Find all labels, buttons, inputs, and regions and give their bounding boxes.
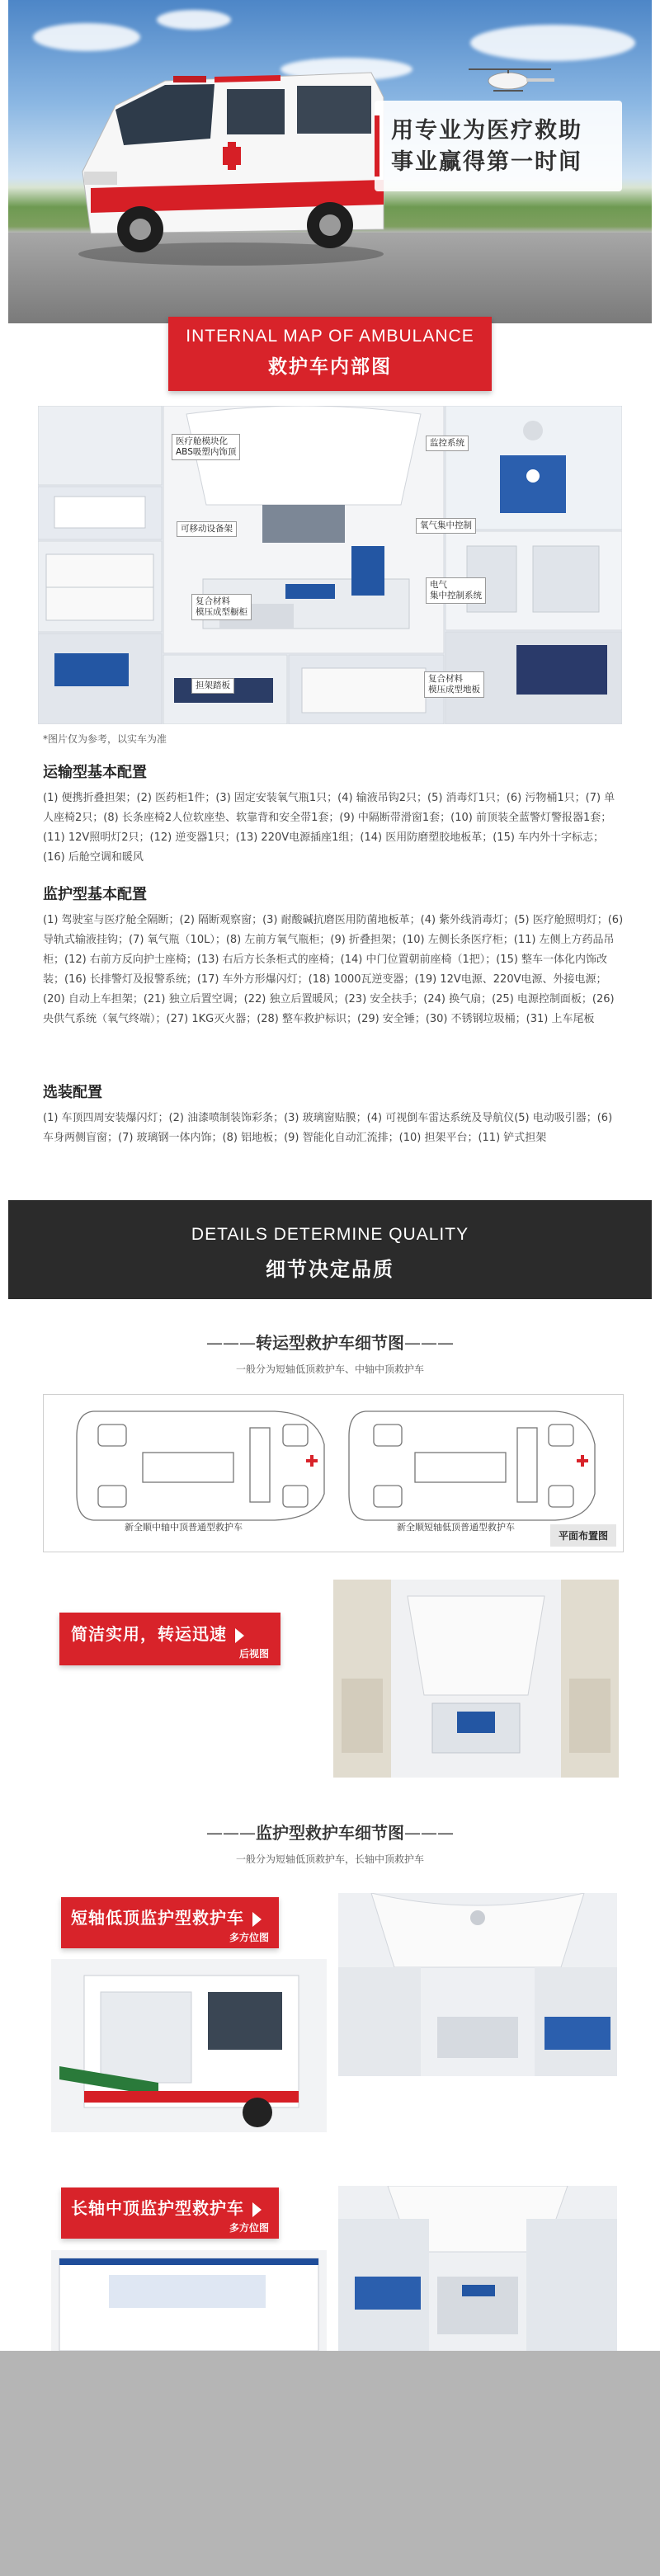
label-line: 监控系统 (430, 438, 464, 448)
short-interior-illustration (338, 1893, 617, 2076)
hero-slogan (375, 101, 622, 191)
arrow-right-icon (252, 2202, 262, 2217)
cloud (157, 10, 231, 30)
interior-section-banner (168, 317, 492, 391)
monitor-tag-long (61, 2187, 279, 2239)
section-title: ———转运型救护车细节图——— (206, 1333, 454, 1353)
section-subtitle: 一般分为短轴低顶救护车、中轴中顶救护车 (235, 1363, 424, 1375)
cloud (33, 23, 140, 51)
quality-section-banner (8, 1200, 652, 1299)
label-line: 医疗舱模块化 (176, 436, 228, 446)
quality-banner-en: DETAILS DETERMINE QUALITY (191, 1225, 469, 1244)
short-ambulance-illustration (51, 1959, 327, 2132)
slogan-line-1: 用专业为医疗救助 (391, 118, 582, 144)
monitor-tag-main (71, 2195, 269, 2219)
config-text: (1) 便携折叠担架；(2) 医药柜1件；(3) 固定安装氧气瓶1只；(4) 输液吊钩2只；(5) 消毒灯1只；(6) 污物桶1只；(7) 单人座椅2只；(8) 长条座椅2人位软座垫、软靠背和安全带1套；(9) 中隔断带滑窗1套；(10) 前顶装全蓝警灯警报器1套；(11) 12V照明灯2只；(12) 逆变器1只；(13) 220V电源插座1组；(14) 医用防磨塑胶地板革；(15) 车内外十字标志；(16) 后舱空调和暖风 (43, 792, 615, 864)
section-title-text: 监护型救护车细节图 (256, 1823, 404, 1843)
rear-view-illustration (333, 1580, 619, 1778)
config-title: 选装配置 (43, 1084, 102, 1101)
quality-banner-zh: 细节决定品质 (266, 1258, 394, 1281)
feature-tag-sub: 后视图 (238, 1648, 269, 1660)
plan-caption-left: 新全顺中轴中顶普通型救护车 (125, 1522, 243, 1533)
monitor-section-heading (0, 1820, 660, 1866)
long-ambulance-photo (51, 2250, 327, 2351)
feature-tag-main (71, 1621, 269, 1645)
slogan-accent-bar (375, 115, 380, 177)
label-line: 模压成型地板 (428, 685, 480, 695)
interior-banner-en: INTERNAL MAP OF AMBULANCE (186, 327, 474, 346)
short-interior-photo (338, 1893, 617, 2076)
label-line: 氧气集中控制 (420, 520, 472, 530)
section-title: ———监护型救护车细节图——— (206, 1823, 454, 1843)
interior-map (38, 406, 622, 724)
feature-tag-text: 简洁实用，转运迅速 (71, 1624, 227, 1644)
long-interior-photo (338, 2186, 617, 2351)
arrow-right-icon (252, 1912, 262, 1927)
config-monitor (43, 883, 625, 1029)
interior-map-illustration (38, 406, 622, 724)
interior-banner-zh: 救护车内部图 (268, 356, 392, 378)
slogan-line-2: 事业赢得第一时间 (391, 149, 582, 175)
label-stretcher-pedal (191, 678, 234, 694)
helicopter-icon (460, 64, 559, 97)
config-text: (1) 车顶四周安装爆闪灯；(2) 油漆喷制装饰彩条；(3) 玻璃窗贴膜；(4) 可视倒车雷达系统及导航仪(5) 电动吸引器；(6) 车身两侧盲窗；(7) 玻璃钢一体内饰；(8) 铝地板；(9) 智能化自动汇流排；(10) 担架平台；(11) 铲式担架 (43, 1112, 613, 1144)
label-floor (424, 671, 484, 698)
hero-banner (8, 0, 652, 323)
label-abs-ceiling (172, 434, 240, 460)
label-movable-rack (177, 521, 237, 537)
label-line: 模压成型橱柜 (196, 607, 248, 617)
config-transport (43, 761, 625, 868)
label-line: 复合材料 (428, 674, 463, 684)
ambulance-illustration (66, 48, 388, 271)
monitor-tag-short (61, 1897, 279, 1948)
section-subtitle: 一般分为短轴低顶救护车，长轴中顶救护车 (235, 1853, 424, 1865)
rear-view-photo (333, 1580, 619, 1778)
monitor-tag-main (71, 1905, 269, 1928)
label-line: ABS吸塑内饰顶 (176, 447, 237, 457)
config-title: 监护型基本配置 (43, 886, 147, 903)
label-line: 电气 (430, 580, 447, 590)
label-line: 复合材料 (196, 596, 230, 606)
cloud (470, 25, 635, 61)
feature-tag (59, 1613, 280, 1665)
label-electric-control (426, 577, 486, 604)
plan-tag: 平面布置图 (550, 1524, 616, 1547)
short-ambulance-photo (51, 1959, 327, 2132)
section-title-text: 转运型救护车细节图 (256, 1333, 404, 1353)
label-line: 集中控制系统 (430, 591, 482, 600)
config-text: (1) 驾驶室与医疗舱全隔断；(2) 隔断观察窗；(3) 耐酸碱抗磨医用防菌地板革；(4) 紫外线消毒灯；(5) 医疗舱照明灯；(6) 导轨式输液挂钩；(7) 氧气瓶（10L）；(8) 左前方氧气瓶柜；(9) 折叠担架；(10) 左侧长条医疗柜；(11) 左侧上方药品吊柜；(12) 右前方反向护士座椅；(13) 右后方长条柜式的座椅；(14) 中门位置朝前座椅（1把）；(15) 整车一体化内饰改装；(16) 长排警灯及报警系统；(17) 车外方形爆闪灯；(18) 1000瓦逆变器；(19) 12V电源、220V电源、外接电源；(20) 自动上车担架；(21) 独立后置空调；(22) 独立后置暖风；(23) 安全扶手；(24) 换气扇；(25) 电源控制面板；(26) 央供气系统（氧气终端）；(27) 1KG灭火器；(28) 整车救护标识；(29) 安全锤；(30) 不锈钢垃圾桶；(31) 上车尾板 (43, 914, 624, 1025)
label-oxygen-control (416, 518, 476, 534)
monitor-tag-text: 短轴低顶监护型救护车 (71, 1908, 244, 1928)
floor-plan (43, 1394, 624, 1552)
config-title: 运输型基本配置 (43, 764, 147, 781)
long-interior-illustration (338, 2186, 617, 2351)
monitor-tag-text: 长轴中顶监护型救护车 (71, 2198, 244, 2218)
monitor-tag-sub: 多方位图 (229, 1932, 269, 1943)
bottom-placeholder (0, 2351, 660, 2576)
plan-caption-right: 新全顺短轴低顶普通型救护车 (397, 1522, 515, 1533)
label-cabinet (191, 594, 252, 620)
config-optional (43, 1081, 625, 1148)
label-line: 担架踏板 (196, 680, 230, 690)
transport-section-heading (0, 1330, 660, 1376)
monitor-tag-sub: 多方位图 (229, 2222, 269, 2234)
image-footnote: *图片仅为参考，以实车为准 (43, 733, 167, 745)
long-ambulance-illustration (51, 2250, 327, 2351)
arrow-right-icon (235, 1628, 244, 1643)
label-line: 可移动设备架 (181, 524, 233, 534)
label-monitor-system (426, 436, 469, 451)
